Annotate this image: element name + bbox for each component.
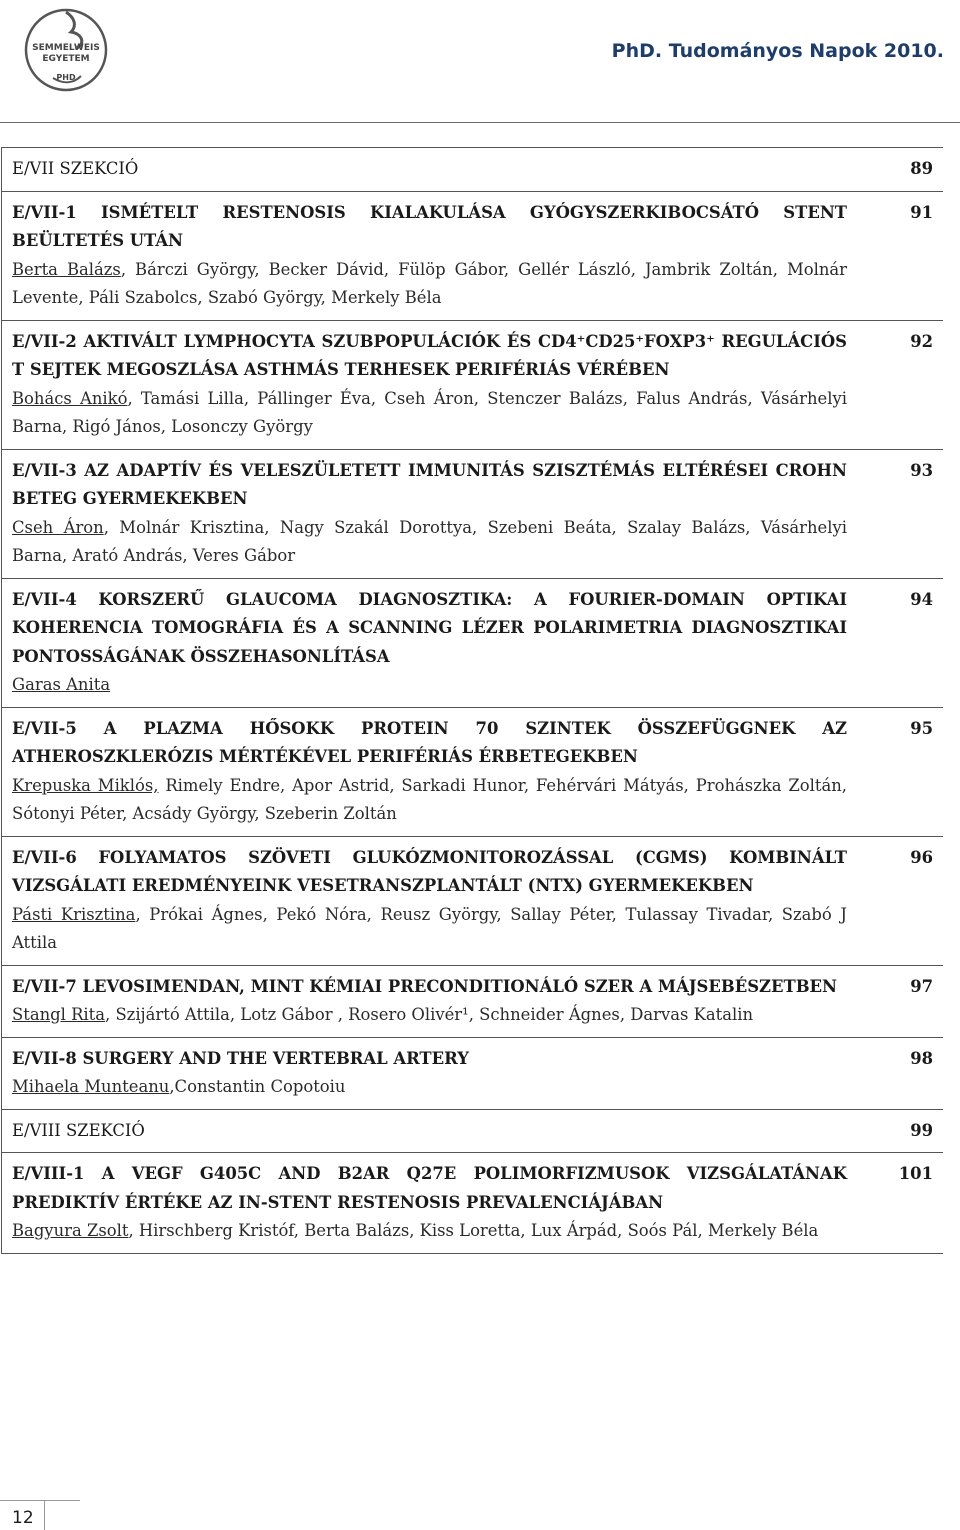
first-author: Garas Anita bbox=[12, 675, 111, 694]
section-page-number: 99 bbox=[910, 1120, 933, 1140]
co-authors: , Tamási Lilla, Pállinger Éva, Cseh Áron, Stenczer Balázs, Falus András, Vásárhelyi Barna, Rigó János, Losonczy György bbox=[12, 388, 847, 436]
entry-page-number: 96 bbox=[910, 847, 933, 867]
entry-title[interactable]: E/VII-3 AZ ADAPTÍV ÉS VELESZÜLETETT IMMUNITÁS SZISZTÉMÁS ELTÉRÉSEI CROHN BETEG GYERMEKEKBEN bbox=[12, 460, 847, 508]
entry-authors bbox=[12, 256, 847, 313]
entry-title[interactable]: E/VII-1 ISMÉTELT RESTENOSIS KIALAKULÁSA GYÓGYSZERKIBOCSÁTÓ STENT BEÜLTETÉS UTÁN bbox=[12, 202, 847, 250]
entry-authors bbox=[12, 385, 847, 442]
toc-entry-row bbox=[2, 191, 944, 320]
entry-authors bbox=[12, 671, 847, 700]
footer-divider bbox=[0, 1500, 80, 1501]
co-authors: Rimely Endre, Apor Astrid, Sarkadi Hunor, Fehérvári Mátyás, Prohászka Zoltán, Sótonyi Péter, Acsády György, Szeberin Zoltán bbox=[12, 775, 848, 823]
header-divider bbox=[0, 122, 960, 123]
section-cell bbox=[2, 1109, 944, 1153]
section-page-number: 89 bbox=[910, 159, 933, 178]
first-author: Krepuska Miklós, bbox=[12, 775, 159, 795]
first-author: Berta Balázs bbox=[12, 259, 121, 279]
entry-authors bbox=[12, 1073, 847, 1102]
entry-title[interactable]: E/VII-6 FOLYAMATOS SZÖVETI GLUKÓZMONITOROZÁSSAL (CGMS) KOMBINÁLT VIZSGÁLATI EREDMÉNYEINK VESETRANSZPLANTÁLT (NTX) GYERMEKEKBEN bbox=[12, 847, 847, 895]
toc-entry[interactable] bbox=[2, 1153, 944, 1254]
entry-page-number: 98 bbox=[910, 1048, 933, 1068]
first-author: Cseh Áron bbox=[12, 517, 104, 537]
section-row bbox=[2, 148, 944, 192]
toc-entry[interactable] bbox=[2, 965, 944, 1037]
header-title: PhD. Tudományos Napok 2010. bbox=[611, 40, 944, 62]
co-authors: , Szijártó Attila, Lotz Gábor , Rosero Olivér¹, Schneider Ágnes, Darvas Katalin bbox=[105, 1005, 754, 1024]
entry-authors bbox=[12, 901, 847, 958]
logo-text-top: SEMMELWEIS bbox=[32, 43, 100, 53]
toc-entry-row bbox=[2, 578, 944, 707]
first-author: Bagyura Zsolt bbox=[12, 1221, 129, 1240]
entry-title[interactable]: E/VIII-1 A VEGF G405C AND B2AR Q27E POLIMORFIZMUSOK VIZSGÁLATÁNAK PREDIKTÍV ÉRTÉKE AZ IN-STENT RESTENOSIS PREVALENCIÁJÁBAN bbox=[12, 1164, 847, 1212]
co-authors: , Molnár Krisztina, Nagy Szakál Dorottya, Szebeni Beáta, Szalay Balázs, Vásárhelyi Barna, Arató András, Veres Gábor bbox=[12, 517, 847, 565]
first-author: Mihaela Munteanu bbox=[12, 1077, 170, 1096]
toc-entry[interactable] bbox=[2, 1037, 944, 1109]
toc-entry-row bbox=[2, 320, 944, 449]
first-author: Bohács Anikó bbox=[12, 388, 128, 408]
entry-page-number: 93 bbox=[910, 460, 933, 480]
footer-vertical-divider bbox=[44, 1500, 45, 1530]
toc-entry-row bbox=[2, 836, 944, 965]
section-row bbox=[2, 1109, 944, 1153]
toc-entry[interactable] bbox=[2, 320, 944, 449]
entry-title[interactable]: E/VII-2 AKTIVÁLT LYMPHOCYTA SZUBPOPULÁCIÓK ÉS CD4⁺CD25⁺FOXP3⁺ REGULÁCIÓS T SEJTEK MEGOSZLÁSA ASTHMÁS TERHESEK PERIFÉRIÁS VÉRÉBEN bbox=[12, 331, 847, 379]
toc-entry[interactable] bbox=[2, 191, 944, 320]
entry-page-number: 101 bbox=[898, 1164, 933, 1183]
toc-entry-row bbox=[2, 1037, 944, 1109]
toc-entry[interactable] bbox=[2, 707, 944, 836]
first-author: Stangl Rita bbox=[12, 1005, 106, 1024]
entry-authors bbox=[12, 1001, 847, 1030]
entry-title[interactable]: E/VII-7 LEVOSIMENDAN, MINT KÉMIAI PRECONDITIONÁLÓ SZER A MÁJSEBÉSZETBEN bbox=[12, 976, 838, 996]
toc-entry[interactable] bbox=[2, 836, 944, 965]
entry-title[interactable]: E/VII-4 KORSZERŰ GLAUCOMA DIAGNOSZTIKA: A FOURIER-DOMAIN OPTIKAI KOHERENCIA TOMOGRÁFIA ÉS A SCANNING LÉZER POLARIMETRIA DIAGNOSZTIKAI PONTOSSÁGÁNAK ÖSSZEHASONLÍTÁSA bbox=[12, 589, 847, 666]
toc-entry-row bbox=[2, 1153, 944, 1254]
entry-authors bbox=[12, 1217, 847, 1246]
section-title[interactable]: E/VIII SZEKCIÓ bbox=[12, 1120, 145, 1140]
entry-page-number: 91 bbox=[910, 202, 933, 222]
co-authors: , Bárczi György, Becker Dávid, Fülöp Gábor, Gellér László, Jambrik Zoltán, Molnár Levente, Páli Szabolcs, Szabó György, Merkely Béla bbox=[12, 259, 848, 307]
first-author: Pásti Krisztina bbox=[12, 904, 136, 924]
entry-authors bbox=[12, 514, 847, 571]
footer-page-number: 12 bbox=[12, 1508, 34, 1528]
entry-title[interactable]: E/VII-5 A PLAZMA HŐSOKK PROTEIN 70 SZINTEK ÖSSZEFÜGGNEK AZ ATHEROSZKLERÓZIS MÉRTÉKÉVEL PERIFÉRIÁS ÉRBETEGEKBEN bbox=[12, 718, 847, 766]
co-authors: , Prókai Ágnes, Pekó Nóra, Reusz György, Sallay Péter, Tulassay Tivadar, Szabó J Attila bbox=[12, 904, 847, 952]
entry-page-number: 97 bbox=[910, 976, 933, 996]
entry-page-number: 92 bbox=[910, 331, 933, 351]
entry-title[interactable]: E/VII-8 SURGERY AND THE VERTEBRAL ARTERY bbox=[12, 1048, 469, 1068]
toc-entry-row bbox=[2, 707, 944, 836]
semmelweis-logo bbox=[23, 4, 109, 96]
entry-page-number: 94 bbox=[910, 589, 933, 609]
toc-entry[interactable] bbox=[2, 449, 944, 578]
toc-table bbox=[1, 147, 943, 1254]
toc-entry[interactable] bbox=[2, 578, 944, 707]
toc-entry-row bbox=[2, 965, 944, 1037]
entry-authors bbox=[12, 772, 847, 829]
section-cell bbox=[2, 148, 944, 192]
section-title[interactable]: E/VII SZEKCIÓ bbox=[12, 159, 139, 178]
toc-entry-row bbox=[2, 449, 944, 578]
co-authors: , Hirschberg Kristóf, Berta Balázs, Kiss Loretta, Lux Árpád, Soós Pál, Merkely Béla bbox=[128, 1221, 819, 1240]
logo-text-mid: EGYETEM bbox=[42, 54, 90, 64]
co-authors: ,Constantin Copotoiu bbox=[169, 1077, 346, 1096]
logo-text-bottom: PHD bbox=[56, 73, 76, 82]
entry-page-number: 95 bbox=[910, 718, 933, 738]
